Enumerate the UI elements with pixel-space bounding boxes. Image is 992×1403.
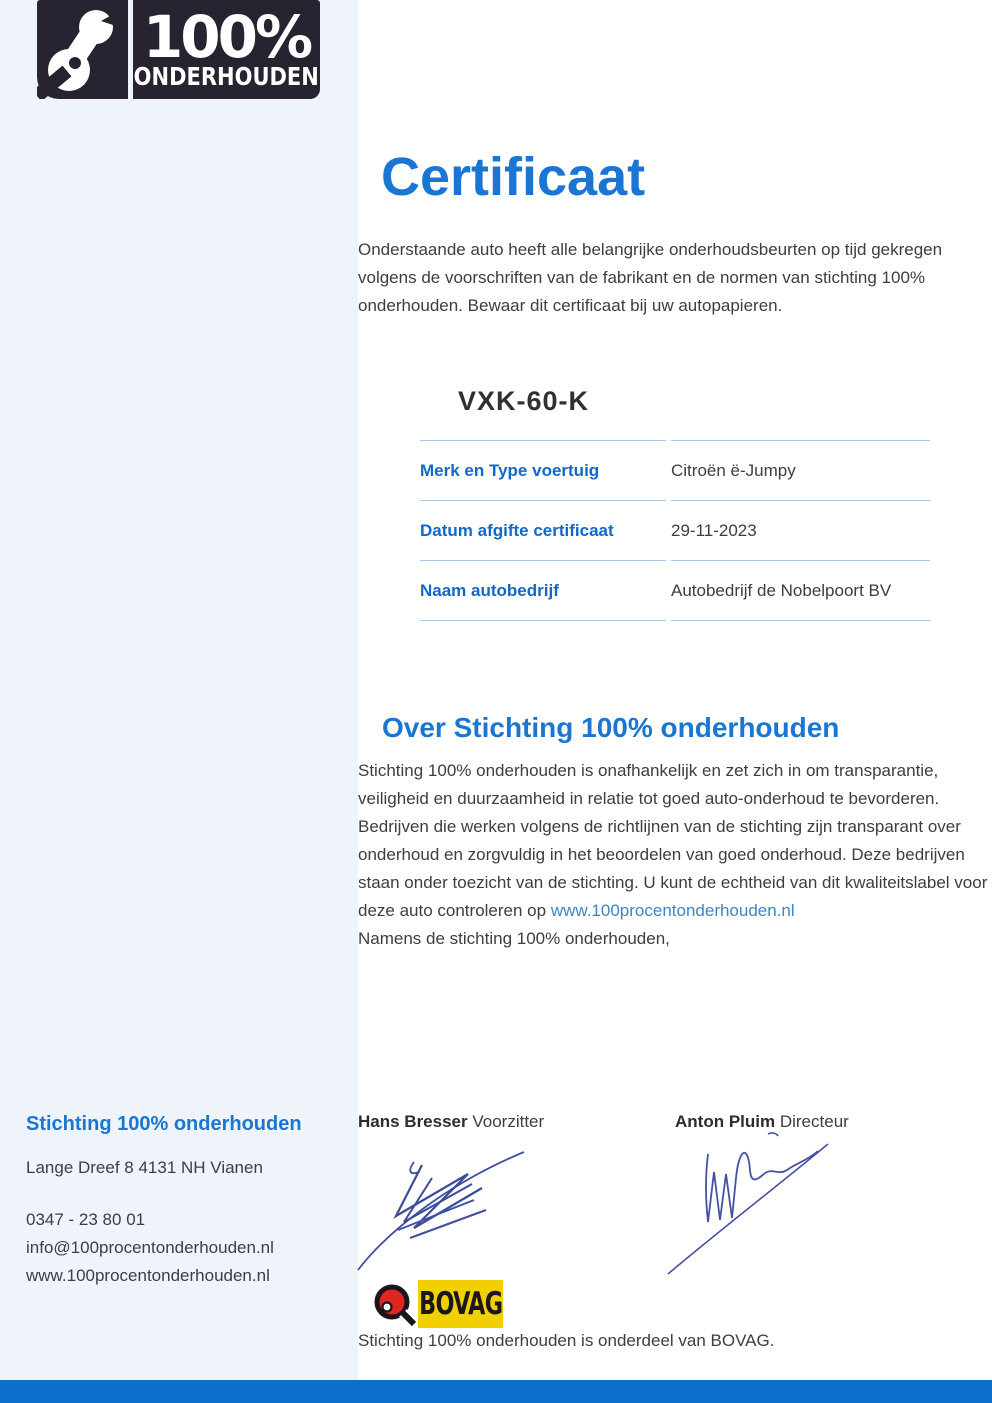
contact-block <box>26 1112 302 1290</box>
detail-label-datum: Datum afgifte certificaat <box>420 500 666 560</box>
bovag-wordmark: BOVAG <box>418 1280 503 1328</box>
verification-link[interactable]: www.100procentonderhouden.nl <box>550 901 795 920</box>
contact-org-name: Stichting 100% onderhouden <box>26 1113 302 1135</box>
bovag-logo <box>370 1280 503 1328</box>
contact-phone: 0347 - 23 80 01 <box>26 1210 146 1229</box>
signer-role: Directeur <box>779 1112 849 1131</box>
detail-label-autobedrijf: Naam autobedrijf <box>420 560 666 621</box>
detail-value-merk: Citroën ë-Jumpy <box>671 440 930 500</box>
intro-paragraph: Onderstaande auto heeft alle belangrijke onderhoudsbeurten op tijd gekregen volgens de voorschriften van de fabrikant en de normen van stichting 100% onderhouden. Bewaar dit certificaat bij uw autopapieren. <box>358 240 943 315</box>
about-closing: Namens de stichting 100% onderhouden, <box>358 929 670 948</box>
detail-value-datum: 29-11-2023 <box>671 500 930 560</box>
about-text: Stichting 100% onderhouden is onafhankelijk en zet zich in om transparantie, veiligheid en duurzaamheid in relatie tot goed auto-onderhoud te bevorderen. Bedrijven die werken volgens de richtlijnen van de stichting zijn transparant over onderhoud en zorgvuldig in het beoordelen van goed onderhoud. Deze bedrijven staan onder toezicht van de stichting. U kunt de echtheid van dit kwaliteitslabel voor deze auto controleren op <box>358 761 988 920</box>
signature-anton-pluim <box>660 1126 850 1278</box>
bovag-caption: Stichting 100% onderhouden is onderdeel van BOVAG. <box>358 1331 775 1350</box>
about-paragraph <box>358 757 990 953</box>
footer-bar <box>0 1380 992 1403</box>
signer-role: Voorzitter <box>472 1112 545 1131</box>
contact-email: info@100procentonderhouden.nl <box>26 1238 274 1257</box>
brand-logo-text <box>133 0 320 99</box>
detail-value-autobedrijf: Autobedrijf de Nobelpoort BV <box>671 560 930 621</box>
logo-word-text: ONDERHOUDEN <box>133 61 320 91</box>
about-heading: Over Stichting 100% onderhouden <box>382 712 840 743</box>
contact-website: www.100procentonderhouden.nl <box>26 1266 270 1285</box>
wrench-icon <box>37 0 128 99</box>
bovag-wheel-icon <box>370 1280 418 1328</box>
detail-label-merk: Merk en Type voertuig <box>420 440 666 500</box>
signature-label-voorzitter <box>358 1112 544 1132</box>
signer-name: Hans Bresser <box>358 1112 468 1131</box>
signature-hans-bresser <box>352 1132 532 1274</box>
logo-percent-text: 100% <box>142 2 311 71</box>
license-plate: VXK-60-K <box>458 386 590 416</box>
details-table <box>420 440 930 621</box>
contact-address: Lange Dreef 8 4131 NH Vianen <box>26 1158 263 1177</box>
brand-logo <box>37 0 320 99</box>
page-title: Certificaat <box>381 147 646 207</box>
signer-name: Anton Pluim <box>675 1112 776 1131</box>
